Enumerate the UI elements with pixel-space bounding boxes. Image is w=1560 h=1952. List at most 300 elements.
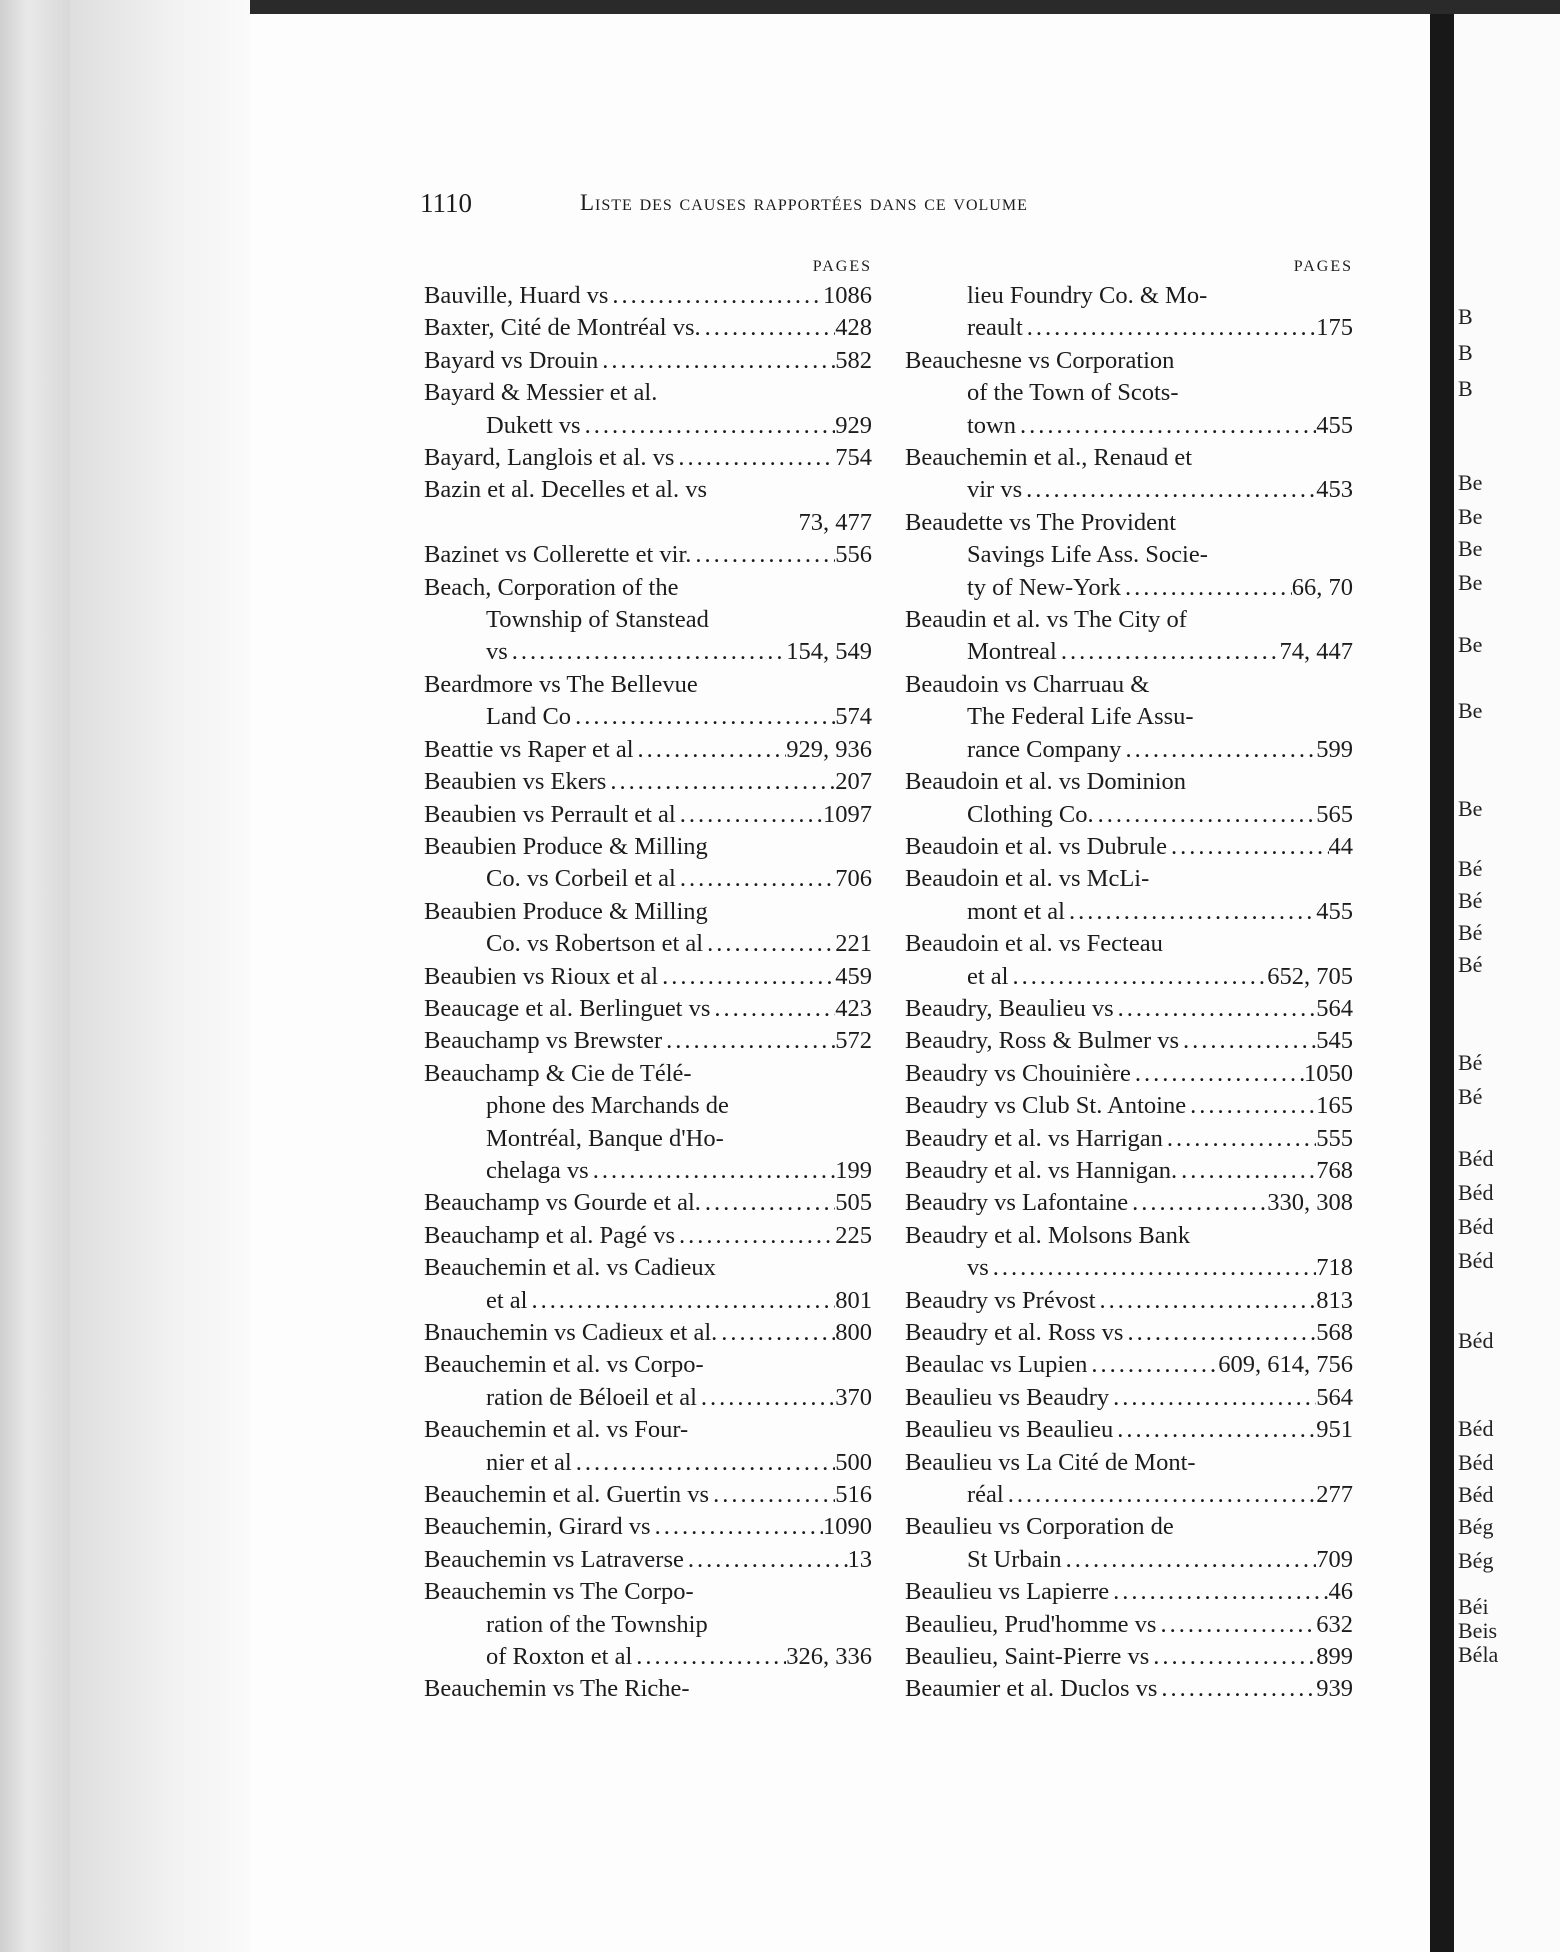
- entry-line: [905, 1641, 1353, 1673]
- index-entry: [905, 863, 1353, 928]
- entry-line: [905, 1058, 1353, 1090]
- dot-leader: [1096, 1285, 1317, 1317]
- dot-leader: [1128, 1187, 1267, 1219]
- index-entry: [905, 1220, 1353, 1285]
- entry-line: [905, 1123, 1353, 1155]
- page-reference: 709: [1316, 1545, 1353, 1573]
- dot-leader: [1022, 474, 1316, 506]
- dot-leader: [1087, 1349, 1218, 1381]
- page-reference: 455: [1316, 897, 1353, 925]
- page-header: [420, 188, 1220, 222]
- dot-leader: [676, 799, 823, 831]
- dot-leader: [662, 1025, 835, 1057]
- dot-leader: [1149, 1641, 1316, 1673]
- page-reference: 599: [1316, 735, 1353, 763]
- entry-line: [424, 799, 872, 831]
- case-name: Beauchemin vs The Corpo-: [424, 1578, 694, 1606]
- entry-line: [424, 442, 872, 474]
- entry-line: [905, 1673, 1353, 1705]
- page-margin: [70, 0, 250, 1952]
- dot-leader: [1109, 1382, 1316, 1414]
- entry-line: [905, 669, 1353, 701]
- entry-line: [905, 1382, 1353, 1414]
- dot-leader: [581, 410, 836, 442]
- index-entry: [905, 1511, 1353, 1576]
- entry-line: [424, 669, 872, 701]
- index-entry: [905, 1673, 1353, 1705]
- dot-leader: [1179, 1025, 1316, 1057]
- case-name: Beaulieu vs Lapierre: [905, 1578, 1110, 1606]
- entry-line: [424, 636, 872, 668]
- page-reference: 929: [835, 411, 872, 439]
- entry-line: [424, 1609, 872, 1641]
- case-name: rance Company: [967, 735, 1122, 763]
- index-entry: [905, 1090, 1353, 1122]
- entry-line: [905, 1511, 1353, 1543]
- case-name: Beaudry et al. vs Harrigan: [905, 1124, 1163, 1152]
- case-name: Bayard vs Drouin: [424, 346, 599, 374]
- index-entry: [424, 539, 872, 571]
- page-reference: 66, 70: [1291, 573, 1353, 601]
- entry-line: [424, 701, 872, 733]
- index-entry: [424, 1414, 872, 1479]
- facing-page-fragment: Béd: [1458, 1416, 1494, 1441]
- dot-leader: [571, 701, 835, 733]
- index-entry: [905, 507, 1353, 604]
- dot-leader: [684, 1544, 848, 1576]
- case-name: Beaulieu, Prud'homme vs: [905, 1610, 1157, 1638]
- dot-leader: [1016, 410, 1316, 442]
- page-reference: 564: [1316, 994, 1353, 1022]
- case-name: Beaucage et al. Berlinguet vs: [424, 994, 711, 1022]
- entry-line: [424, 1349, 872, 1381]
- dot-leader: [1004, 1479, 1317, 1511]
- index-entry: [424, 1479, 872, 1511]
- index-entry: [424, 280, 872, 312]
- index-entry: [905, 1447, 1353, 1512]
- case-name: Beauchamp vs Brewster: [424, 1027, 663, 1055]
- case-name: Beauchemin, Girard vs: [424, 1513, 651, 1541]
- case-name: Beaulieu vs Beaulieu: [905, 1416, 1114, 1444]
- case-name: Beaudry vs Chouinière: [905, 1059, 1131, 1087]
- facing-page-fragment: Bég: [1458, 1514, 1494, 1539]
- facing-page-fragment: Bé: [1458, 920, 1483, 945]
- page-reference: 165: [1316, 1092, 1353, 1120]
- case-name: Beaubien Produce & Milling: [424, 832, 708, 860]
- facing-page-fragment: Béi: [1458, 1594, 1489, 1619]
- case-name: Bauville, Huard vs: [424, 282, 609, 309]
- index-entry: [424, 312, 872, 344]
- entry-line: [424, 410, 872, 442]
- index-entry: [424, 572, 872, 669]
- index-entry: [424, 1220, 872, 1252]
- dot-leader: [1062, 1544, 1317, 1576]
- entry-line: [905, 377, 1353, 409]
- index-entry: [905, 1285, 1353, 1317]
- dot-leader: [589, 1155, 836, 1187]
- dot-leader: [1186, 1090, 1316, 1122]
- facing-page-fragment: Béd: [1458, 1482, 1494, 1507]
- dot-leader: [1109, 1576, 1328, 1608]
- entry-line: [905, 1576, 1353, 1608]
- page-reference: 370: [835, 1383, 872, 1411]
- dot-leader: [1113, 1414, 1316, 1446]
- page-reference: 568: [1316, 1319, 1353, 1346]
- page-reference: 1090: [823, 1513, 872, 1541]
- page-reference: 545: [1316, 1027, 1353, 1055]
- index-entry: [905, 1641, 1353, 1673]
- page-reference: 800: [835, 1319, 872, 1346]
- index-entry: [905, 766, 1353, 831]
- page-reference: 46: [1328, 1578, 1353, 1606]
- dot-leader: [989, 1252, 1316, 1284]
- case-name: The Federal Life Assu-: [967, 703, 1194, 731]
- page-reference: 632: [1316, 1610, 1353, 1638]
- page-reference: 1097: [823, 800, 872, 828]
- dot-leader: [528, 1285, 836, 1317]
- case-name: Beach, Corporation of the: [424, 573, 679, 601]
- dot-leader: [598, 345, 835, 377]
- case-name: Beaudry et al. Molsons Bank: [905, 1221, 1191, 1249]
- facing-page-fragment: Bé: [1458, 952, 1483, 977]
- page-reference: 428: [835, 314, 872, 342]
- case-name: Beaubien vs Ekers: [424, 768, 607, 796]
- dot-leader: [658, 961, 835, 993]
- page-reference: 754: [835, 444, 872, 472]
- dot-leader: [1114, 993, 1317, 1025]
- dot-leader: [710, 993, 835, 1025]
- index-entry: [905, 1155, 1353, 1187]
- case-name: Beaulieu vs Corporation de: [905, 1513, 1174, 1541]
- case-name: Beauchemin et al. Guertin vs: [424, 1481, 710, 1509]
- index-entry: [424, 734, 872, 766]
- index-entry: [424, 1349, 872, 1414]
- index-entry: [905, 1187, 1353, 1219]
- case-name: Beaulac vs Lupien: [905, 1351, 1088, 1379]
- dot-leader: [697, 1382, 835, 1414]
- page-reference: 555: [1316, 1124, 1353, 1152]
- entry-line: [905, 1317, 1353, 1349]
- entry-line: [424, 539, 872, 571]
- index-entry: [905, 1349, 1353, 1381]
- dot-leader: [691, 539, 835, 571]
- index-entry: [424, 345, 872, 377]
- dot-leader: [1057, 636, 1280, 668]
- entry-line: [424, 1220, 872, 1252]
- facing-page-fragment: Béd: [1458, 1180, 1494, 1205]
- page-reference: 505: [835, 1189, 872, 1217]
- case-name: Beardmore vs The Bellevue: [424, 670, 698, 698]
- entry-line: [424, 1317, 872, 1349]
- page-reference: 939: [1316, 1675, 1353, 1703]
- case-name: ty of New-York: [967, 573, 1122, 601]
- entry-line: [905, 993, 1353, 1025]
- page-reference: 899: [1316, 1643, 1353, 1671]
- case-name: Beaudoin vs Charruau &: [905, 670, 1150, 698]
- facing-page-fragment: Bé: [1458, 1050, 1483, 1075]
- entry-line: [424, 1025, 872, 1057]
- case-name: Beaudry et al. Ross vs: [905, 1319, 1124, 1346]
- page-reference: 221: [835, 930, 872, 958]
- case-name: Beaubien vs Rioux et al: [424, 962, 659, 990]
- case-name: phone des Marchands de: [486, 1092, 729, 1120]
- entry-line: [424, 1479, 872, 1511]
- index-entry: [424, 474, 872, 539]
- entry-line: [905, 1187, 1353, 1219]
- entry-line: [424, 928, 872, 960]
- facing-page-fragment: Béd: [1458, 1214, 1494, 1239]
- case-name: Beaudry vs Prévost: [905, 1286, 1096, 1314]
- entry-line: [424, 1673, 872, 1705]
- index-entry: [905, 442, 1353, 507]
- page-reference: 459: [835, 962, 872, 990]
- entry-line: [905, 1090, 1353, 1122]
- entry-line: [905, 799, 1353, 831]
- index-entry: [905, 831, 1353, 863]
- case-name: et al: [967, 962, 1009, 990]
- page-reference: 199: [835, 1156, 872, 1184]
- case-name: vs: [486, 638, 508, 666]
- entry-line: [424, 1447, 872, 1479]
- index-entry: [424, 1673, 872, 1705]
- index-entry: [424, 1317, 872, 1349]
- case-name: Beauchemin et al. vs Cadieux: [424, 1254, 716, 1282]
- case-name: Beaudry vs Club St. Antoine: [905, 1092, 1187, 1120]
- index-entry: [905, 669, 1353, 766]
- entry-line: [424, 961, 872, 993]
- case-name: Beauchemin et al. vs Four-: [424, 1416, 689, 1444]
- entry-line: [905, 1155, 1353, 1187]
- entry-line: [905, 1025, 1353, 1057]
- case-name: of the Town of Scots-: [967, 379, 1179, 407]
- index-entry: [905, 604, 1353, 669]
- index-entry: [905, 1576, 1353, 1608]
- case-name: Land Co: [486, 703, 572, 731]
- case-name: Beaubien Produce & Milling: [424, 897, 708, 925]
- entry-line: [424, 831, 872, 863]
- dot-leader: [572, 1447, 836, 1479]
- page-reference: 516: [835, 1481, 872, 1509]
- index-entry: [424, 377, 872, 442]
- page-reference: 574: [835, 703, 872, 731]
- index-entry: [424, 1187, 872, 1219]
- case-name: réal: [967, 1481, 1004, 1509]
- case-name: Beauchamp & Cie de Télé-: [424, 1059, 692, 1087]
- index-column-left: [424, 254, 872, 1706]
- entry-line: [424, 1576, 872, 1608]
- facing-page-fragment: Béd: [1458, 1248, 1494, 1273]
- index-entry: [424, 799, 872, 831]
- entry-line: [905, 734, 1353, 766]
- index-entry: [424, 766, 872, 798]
- page-reference: 154, 549: [786, 638, 872, 666]
- entry-line: [905, 1252, 1353, 1284]
- case-name: ration de Béloeil et al: [486, 1383, 697, 1411]
- entry-line: [905, 410, 1353, 442]
- case-name: et al: [486, 1286, 528, 1314]
- entry-line: [905, 345, 1353, 377]
- entry-line: [424, 1090, 872, 1122]
- page-reference: 455: [1316, 411, 1353, 439]
- dot-leader: [1121, 734, 1316, 766]
- dot-leader: [1177, 1155, 1316, 1187]
- case-name: Beauchemin et al. vs Corpo-: [424, 1351, 704, 1379]
- page-reference: 564: [1316, 1383, 1353, 1411]
- entry-line: [905, 604, 1353, 636]
- dot-leader: [676, 863, 835, 895]
- index-entry: [424, 831, 872, 896]
- book-gutter: [1430, 14, 1454, 1952]
- index-entry: [905, 1123, 1353, 1155]
- case-name: Bazinet vs Collerette et vir.: [424, 541, 692, 569]
- dot-leader: [1131, 1058, 1304, 1090]
- page-reference: 175: [1316, 314, 1353, 342]
- case-name: mont et al: [967, 897, 1065, 925]
- index-entry: [424, 993, 872, 1025]
- case-name: Beaudin et al. vs The City of: [905, 606, 1187, 634]
- case-name: Beauchemin et al., Renaud et: [905, 444, 1193, 472]
- page-reference: 330, 308: [1267, 1189, 1353, 1217]
- case-name: Beaulieu, Saint-Pierre vs: [905, 1643, 1150, 1671]
- page-reference: 225: [835, 1221, 872, 1249]
- page-reference: 423: [835, 994, 872, 1022]
- case-name: Beaudoin et al. vs Dubrule: [905, 832, 1167, 860]
- case-name: Beaulieu vs Beaudry: [905, 1383, 1110, 1411]
- page-reference: 768: [1316, 1156, 1353, 1184]
- dot-leader: [701, 1187, 835, 1219]
- dot-leader: [717, 1317, 835, 1349]
- facing-page-fragment: Be: [1458, 570, 1483, 595]
- index-entry: [905, 1058, 1353, 1090]
- page-reference: 500: [835, 1448, 872, 1476]
- case-name: St Urbain: [967, 1545, 1062, 1573]
- dot-leader: [1121, 572, 1292, 604]
- entry-line: [905, 1220, 1353, 1252]
- page-reference: 718: [1316, 1254, 1353, 1282]
- facing-page-fragment: Be: [1458, 632, 1483, 657]
- entry-line: [424, 280, 872, 312]
- index-entry: [905, 345, 1353, 442]
- entry-line: [424, 896, 872, 928]
- dot-leader: [709, 1479, 835, 1511]
- entry-line: [424, 1544, 872, 1576]
- entry-line: [424, 1155, 872, 1187]
- entry-line: [905, 636, 1353, 668]
- page-reference: 556: [835, 541, 872, 569]
- dot-leader: [508, 636, 786, 668]
- page-number: 1110: [420, 188, 472, 218]
- case-name: Beaudoin et al. vs Dominion: [905, 768, 1187, 796]
- entry-line: [905, 863, 1353, 895]
- index-entry: [905, 1414, 1353, 1446]
- page-stack-edge: [0, 0, 70, 1952]
- facing-page-fragment: Bég: [1458, 1548, 1494, 1573]
- entry-line: [905, 312, 1353, 344]
- page-reference: 73, 477: [798, 508, 872, 536]
- entry-line: [424, 1187, 872, 1219]
- facing-page-fragment: B: [1458, 304, 1473, 329]
- entry-line: [424, 1285, 872, 1317]
- entry-line: [905, 442, 1353, 474]
- entry-line: [905, 1447, 1353, 1479]
- entry-line: [424, 766, 872, 798]
- case-name: Beauchamp vs Gourde et al.: [424, 1189, 701, 1217]
- entry-line: [905, 1285, 1353, 1317]
- page-reference: 706: [835, 865, 872, 893]
- entry-line: [424, 1123, 872, 1155]
- facing-page-fragment: B: [1458, 376, 1473, 401]
- page-reference: 44: [1328, 832, 1353, 860]
- entry-line: [424, 474, 872, 506]
- page-reference: 277: [1316, 1481, 1353, 1509]
- dot-leader: [1094, 799, 1317, 831]
- page-title: Liste des causes rapportées dans ce volume: [580, 190, 1028, 215]
- dot-leader: [675, 1220, 835, 1252]
- case-name: vir vs: [967, 476, 1023, 504]
- facing-page-fragment: Bé: [1458, 1084, 1483, 1109]
- dot-leader: [1156, 1609, 1316, 1641]
- case-name: Clothing Co.: [967, 800, 1094, 828]
- case-name: reault: [967, 314, 1023, 342]
- page-reference: 207: [835, 768, 872, 796]
- index-entry: [424, 896, 872, 961]
- page-reference: 801: [835, 1286, 872, 1314]
- case-name: Beaudette vs The Provident: [905, 508, 1177, 536]
- dot-leader: [1123, 1317, 1316, 1349]
- case-name: Beaubien vs Perrault et al: [424, 800, 676, 828]
- page-reference: 453: [1316, 476, 1353, 504]
- case-name: Beauchamp et al. Pagé vs: [424, 1221, 676, 1249]
- case-name: Beaudoin et al. vs Fecteau: [905, 930, 1163, 958]
- case-name: Baxter, Cité de Montréal vs.: [424, 314, 701, 342]
- facing-page-fragment: Béd: [1458, 1328, 1494, 1353]
- page-reference: 582: [835, 346, 872, 374]
- index-entry: [424, 1252, 872, 1317]
- facing-page-fragment: Be: [1458, 796, 1483, 821]
- facing-page-fragment: Be: [1458, 536, 1483, 561]
- index-entry: [424, 1025, 872, 1057]
- index-entry: [424, 1058, 872, 1188]
- entry-line: [905, 1544, 1353, 1576]
- entry-line: [905, 701, 1353, 733]
- case-name: Beauchemin vs Latraverse: [424, 1545, 684, 1573]
- case-name: town: [967, 411, 1016, 439]
- case-name: Beaudry vs Lafontaine: [905, 1189, 1129, 1217]
- entry-line: [905, 1609, 1353, 1641]
- entry-line: [905, 539, 1353, 571]
- entry-line: [424, 1382, 872, 1414]
- case-name: Co. vs Corbeil et al: [486, 865, 676, 893]
- case-name: Beauchesne vs Corporation: [905, 346, 1175, 374]
- dot-leader: [1163, 1123, 1316, 1155]
- page-reference: 565: [1316, 800, 1353, 828]
- entry-line: [424, 1641, 872, 1673]
- case-name: Dukett vs: [486, 411, 581, 439]
- case-name: Co. vs Robertson et al: [486, 930, 704, 958]
- facing-page-fragment: Bé: [1458, 888, 1483, 913]
- page-reference: 929, 936: [786, 735, 872, 763]
- entry-line: [905, 1349, 1353, 1381]
- case-name: Savings Life Ass. Socie-: [967, 541, 1208, 569]
- facing-page-fragment: Be: [1458, 470, 1483, 495]
- dot-leader: [1023, 312, 1316, 344]
- facing-page-fragment: Béd: [1458, 1146, 1494, 1171]
- case-name: ration of the Township: [486, 1610, 708, 1638]
- case-name: of Roxton et al: [486, 1643, 633, 1671]
- dot-leader: [701, 312, 836, 344]
- index-entry: [424, 1511, 872, 1543]
- dot-leader: [1157, 1673, 1316, 1705]
